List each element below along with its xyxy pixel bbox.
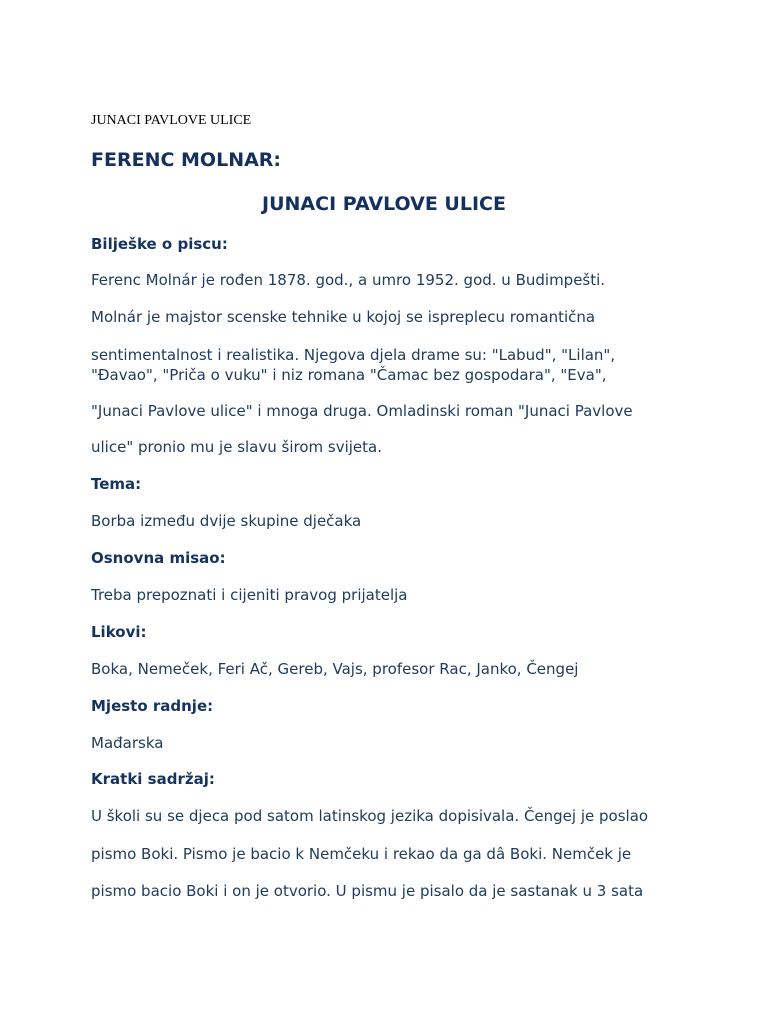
summary-line-1: U školi su se djeca pod satom latinskog jezika dopisivala. Čengej je poslao [91,807,649,825]
book-title: JUNACI PAVLOVE ULICE [262,193,506,215]
biography-line-6: ulice" pronio mu je slavu širom svijeta. [91,438,382,456]
setting-text: Mađarska [91,734,164,752]
biography-line-3: sentimentalnost i realistika. Njegova djela drame su: "Labud", "Lilan", [91,346,616,364]
theme-text: Borba između dvije skupine dječaka [91,512,362,530]
characters-text: Boka, Nemeček, Feri Ač, Gereb, Vajs, profesor Rac, Janko, Čengej [91,660,579,678]
summary-line-3: pismo bacio Boki i on je otvorio. U pismu je pisalo da je sastanak u 3 sata [91,882,644,900]
summary-heading: Kratki sadržaj: [91,770,215,788]
biography-line-5: "Junaci Pavlove ulice" i mnoga druga. Omladinski roman "Junaci Pavlove [91,402,633,420]
theme-heading: Tema: [91,475,142,493]
biography-heading: Bilješke o piscu: [91,235,228,253]
summary-line-2: pismo Boki. Pismo je bacio k Nemčeku i rekao da ga dâ Boki. Nemček je [91,845,632,863]
biography-line-2: Molnár je majstor scenske tehnike u kojoj se ispreplecu romantična [91,308,596,326]
main-idea-text: Treba prepoznati i cijeniti pravog prijatelja [91,586,408,604]
biography-line-4: "Đavao", "Priča o vuku" i niz romana "Čamac bez gospodara", "Eva", [91,366,607,384]
biography-line-1: Ferenc Molnár je rođen 1878. god., a umro 1952. god. u Budimpešti. [91,271,606,289]
author-heading: FERENC MOLNAR: [91,149,282,171]
main-idea-heading: Osnovna misao: [91,549,226,567]
characters-heading: Likovi: [91,623,147,641]
setting-heading: Mjesto radnje: [91,697,214,715]
running-title: JUNACI PAVLOVE ULICE [91,113,252,128]
